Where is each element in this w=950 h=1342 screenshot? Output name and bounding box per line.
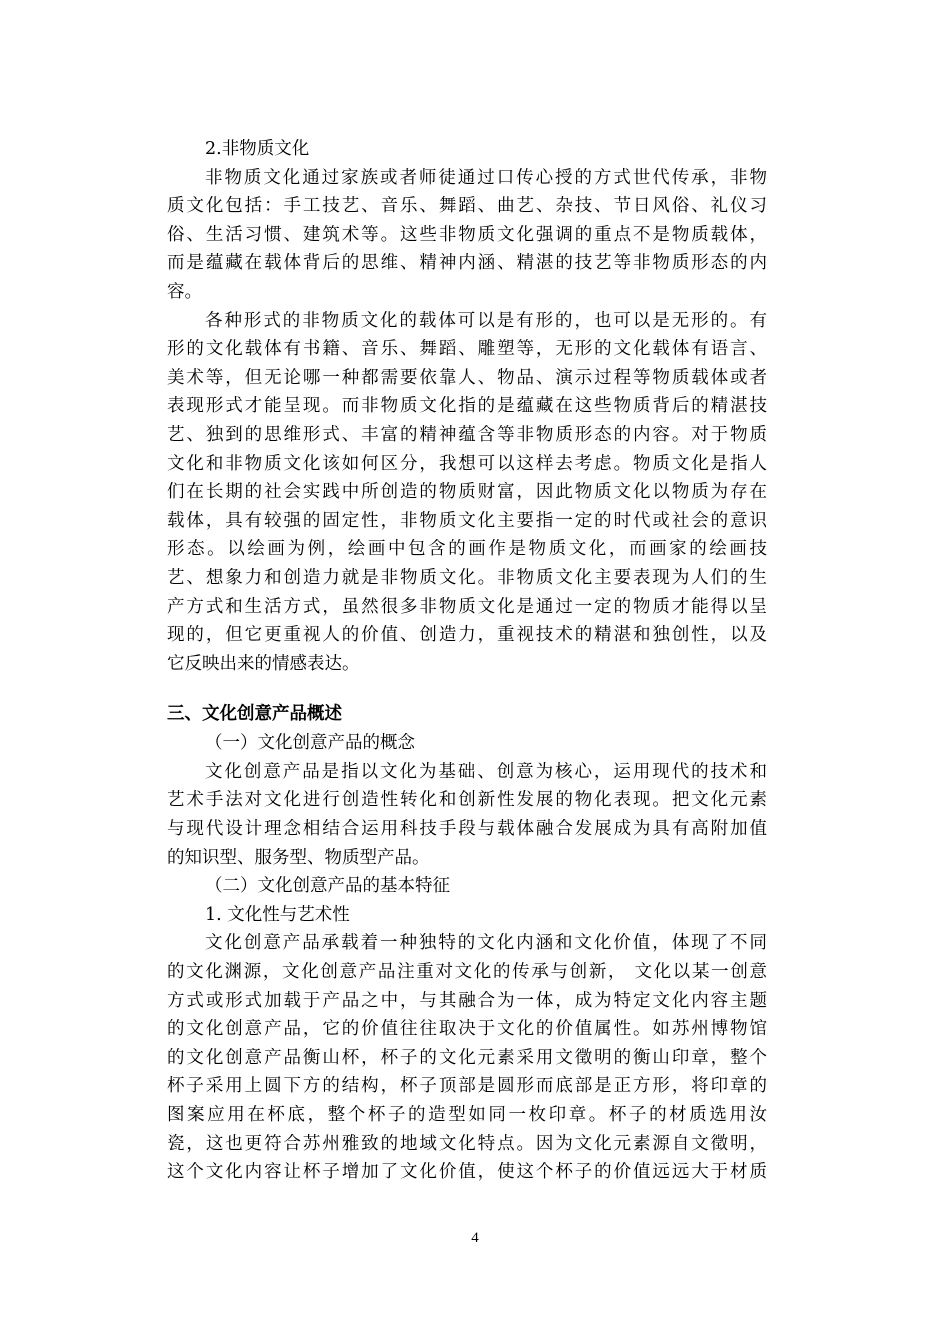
paragraph-concept <box>167 758 767 872</box>
text-line: 形态。以绘画为例，绘画中包含的画作是物质文化，而画家的绘画技 <box>167 539 767 560</box>
section-heading-cultural-creative-products: 三、文化创意产品概述 <box>167 704 342 725</box>
text-line: 美术等，但无论哪一种都需要依靠人、物品、演示过程等物质载体或者 <box>167 367 767 388</box>
text-line: 现的，但它更重视人的价值、创造力，重视技术的精湛和独创性，以及 <box>167 625 767 646</box>
paragraph-culture-and-art <box>167 929 767 1186</box>
text-line: 们在长期的社会实践中所创造的物质财富，因此物质文化以物质为存在 <box>167 482 767 503</box>
text-line: 瓷，这也更符合苏州雅致的地域文化特点。因为文化元素源自文徵明， <box>167 1133 767 1154</box>
spacer <box>167 678 767 699</box>
item-title-culture-and-art: 1. 文化性与艺术性 <box>205 904 350 925</box>
document-body <box>167 135 767 1187</box>
text-line: 非物质文化通过家族或者师徒通过口传心授的方式世代传承，非物 <box>205 167 767 188</box>
text-line: 文化创意产品承载着一种独特的文化内涵和文化价值，体现了不同 <box>205 933 767 954</box>
text-line: 各种形式的非物质文化的载体可以是有形的，也可以是无形的。有 <box>205 310 767 331</box>
text-line: 表现形式才能呈现。而非物质文化指的是蕴藏在这些物质背后的精湛技 <box>167 396 767 417</box>
text-line: 文化创意产品是指以文化为基础、创意为核心，运用现代的技术和 <box>205 761 767 782</box>
paragraph-intangible-carriers <box>167 307 767 679</box>
text-line: 俗、生活习惯、建筑术等。这些非物质文化强调的重点不是物质载体， <box>167 224 767 245</box>
paragraph-intangible-definition <box>167 164 767 307</box>
text-line: 艺术手法对文化进行创造性转化和创新性发展的物化表现。把文化元素 <box>167 790 767 811</box>
text-line: 的文化渊源，文化创意产品注重对文化的传承与创新， 文化以某一创意 <box>167 962 767 983</box>
text-line: 艺、想象力和创造力就是非物质文化。非物质文化主要表现为人们的生 <box>167 567 767 588</box>
text-line: 杯子采用上圆下方的结构，杯子顶部是圆形而底部是正方形，将印章的 <box>167 1076 767 1097</box>
text-line: 产方式和生活方式，虽然很多非物质文化是通过一定的物质才能得以呈 <box>167 596 767 617</box>
text-line: 容。 <box>167 281 202 302</box>
text-line: 图案应用在杯底，整个杯子的造型如同一枚印章。杯子的材质选用汝 <box>167 1105 767 1125</box>
text-line: 文化和非物质文化该如何区分，我想可以这样去考虑。物质文化是指人 <box>167 453 767 474</box>
text-line: 载体，具有较强的固定性，非物质文化主要指一定的时代或社会的意识 <box>167 510 767 531</box>
text-line: 与现代设计理念相结合运用科技手段与载体融合发展成为具有高附加值 <box>167 819 767 840</box>
text-line: 质文化包括：手工技艺、音乐、舞蹈、曲艺、杂技、节日风俗、礼仪习 <box>167 196 767 217</box>
text-line: 它反映出来的情感表达。 <box>167 653 360 674</box>
text-line: 而是蕴藏在载体背后的思维、精神内涵、精湛的技艺等非物质形态的内 <box>167 253 767 274</box>
text-line: 艺、独到的思维形式、丰富的精神蕴含等非物质形态的内容。对于物质 <box>167 424 767 445</box>
section-title-intangible-culture: 2.非物质文化 <box>205 139 310 159</box>
text-line: 形的文化载体有书籍、音乐、舞蹈、雕塑等，无形的文化载体有语言、 <box>167 339 767 360</box>
text-line: 方式或形式加载于产品之中，与其融合为一体，成为特定文化内容主题 <box>167 990 767 1011</box>
page-number: 4 <box>471 1230 479 1246</box>
subsection-title-features: （二）文化创意产品的基本特征 <box>205 876 450 897</box>
text-line: 的文化创意产品，它的价值往往取决于文化的价值属性。如苏州博物馆 <box>167 1019 767 1040</box>
text-line: 的知识型、服务型、物质型产品。 <box>167 847 430 868</box>
text-line: 这个文化内容让杯子增加了文化价值，使这个杯子的价值远远大于材质 <box>167 1162 767 1183</box>
text-line: 的文化创意产品衡山杯，杯子的文化元素采用文徵明的衡山印章，整个 <box>167 1047 767 1068</box>
subsection-title-concept: （一）文化创意产品的概念 <box>205 733 415 754</box>
